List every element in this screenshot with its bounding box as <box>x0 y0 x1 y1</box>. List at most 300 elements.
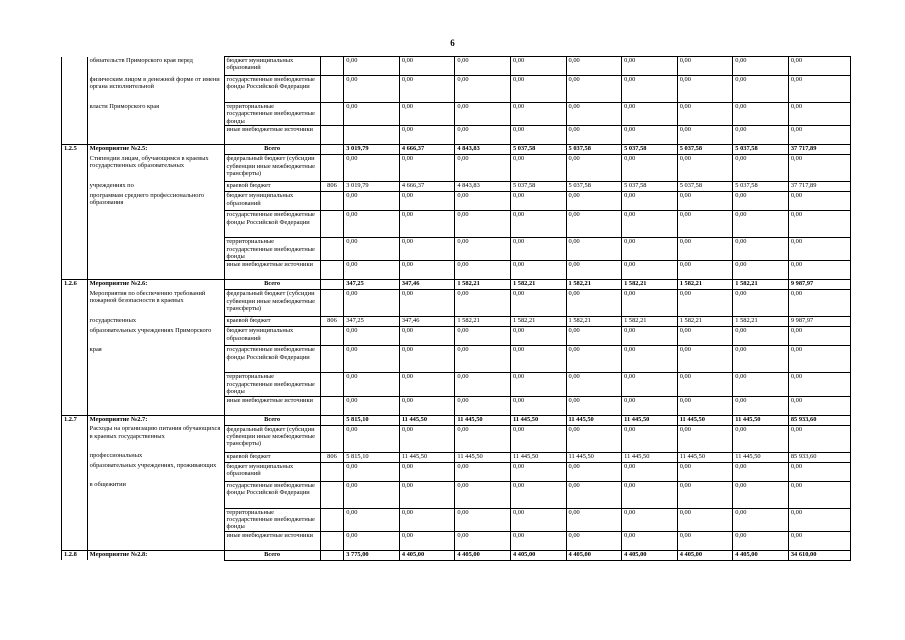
year-value: 0,00 <box>677 76 733 103</box>
measure-description: власти Приморского края <box>87 103 224 126</box>
budget-code: 806 <box>320 452 344 462</box>
funding-source-row <box>62 155 851 182</box>
measure-index <box>62 57 88 76</box>
total-value: 0,00 <box>788 508 850 531</box>
year-value: 0,00 <box>677 346 733 373</box>
measure-description: учреждениях по <box>87 182 224 192</box>
budget-code <box>320 481 344 508</box>
budget-code <box>320 57 344 76</box>
budget-code <box>320 508 344 531</box>
measure-index <box>62 481 88 508</box>
year-value: 0,00 <box>677 327 733 346</box>
year-value: 11 445,50 <box>733 452 789 462</box>
year-value: 11 445,50 <box>622 452 678 462</box>
measure-total-row <box>62 415 851 425</box>
year-value: 0,00 <box>510 462 566 481</box>
measure-index <box>62 192 88 211</box>
year-value: 0,00 <box>733 531 789 550</box>
year-value: 0,00 <box>455 103 511 126</box>
budget-code <box>320 346 344 373</box>
year-value: 0,00 <box>677 126 733 145</box>
year-value: 0,00 <box>399 57 455 76</box>
year-value: 0,00 <box>455 57 511 76</box>
year-value: 0,00 <box>455 462 511 481</box>
year-value: 0,00 <box>399 126 455 145</box>
total-value: 9 987,97 <box>788 317 850 327</box>
year-value: 0,00 <box>344 508 400 531</box>
year-value: 5 815,10 <box>344 452 400 462</box>
year-value: 0,00 <box>510 481 566 508</box>
year-value: 0,00 <box>677 57 733 76</box>
funding-source: государственные внебюджетные фонды Российской Федерации <box>224 211 320 238</box>
year-value: 3 019,79 <box>344 145 400 155</box>
year-value: 0,00 <box>733 396 789 415</box>
year-value: 0,00 <box>399 481 455 508</box>
year-value: 0,00 <box>677 462 733 481</box>
measure-index: 1.2.6 <box>62 280 88 290</box>
year-value: 0,00 <box>733 373 789 396</box>
total-value: 0,00 <box>788 327 850 346</box>
measure-index <box>62 238 88 261</box>
year-value: 4 405,00 <box>455 550 511 560</box>
year-value: 0,00 <box>566 126 622 145</box>
budget-code <box>320 415 344 425</box>
total-value: 0,00 <box>788 462 850 481</box>
year-value: 3 019,79 <box>344 182 400 192</box>
year-value: 11 445,50 <box>399 415 455 425</box>
year-value: 4 666,37 <box>399 182 455 192</box>
year-value: 0,00 <box>510 126 566 145</box>
funding-source-row <box>62 290 851 317</box>
year-value: 0,00 <box>455 508 511 531</box>
year-value: 4 843,83 <box>455 182 511 192</box>
year-value: 0,00 <box>622 103 678 126</box>
year-value: 1 582,21 <box>566 280 622 290</box>
year-value: 0,00 <box>566 396 622 415</box>
year-value: 0,00 <box>344 211 400 238</box>
measure-description: Мероприятие №2.5: <box>87 145 224 155</box>
measure-index <box>62 103 88 126</box>
year-value: 11 445,50 <box>622 415 678 425</box>
measure-index: 1.2.8 <box>62 550 88 560</box>
measure-description: профессиональных <box>87 452 224 462</box>
year-value: 0,00 <box>510 211 566 238</box>
year-value: 4 405,00 <box>733 550 789 560</box>
year-value: 0,00 <box>622 425 678 452</box>
year-value: 11 445,50 <box>566 415 622 425</box>
year-value: 4 405,00 <box>510 550 566 560</box>
year-value: 0,00 <box>455 346 511 373</box>
year-value: 0,00 <box>510 57 566 76</box>
year-value: 0,00 <box>510 396 566 415</box>
funding-source: государственные внебюджетные фонды Российской Федерации <box>224 346 320 373</box>
year-value: 5 037,58 <box>622 145 678 155</box>
year-value: 0,00 <box>344 261 400 280</box>
measure-index <box>62 346 88 373</box>
total-value: 0,00 <box>788 155 850 182</box>
total-value: 0,00 <box>788 76 850 103</box>
budget-code <box>320 76 344 103</box>
measure-description: образовательных учреждениях Приморского <box>87 327 224 346</box>
year-value: 0,00 <box>677 373 733 396</box>
year-value: 0,00 <box>677 508 733 531</box>
measure-index: 1.2.5 <box>62 145 88 155</box>
year-value: 0,00 <box>399 192 455 211</box>
year-value: 0,00 <box>566 76 622 103</box>
measure-description: Мероприятие №2.6: <box>87 280 224 290</box>
funding-source-row <box>62 327 851 346</box>
year-value: 4 405,00 <box>399 550 455 560</box>
year-value: 1 582,21 <box>677 317 733 327</box>
year-value: 0,00 <box>622 192 678 211</box>
budget-code <box>320 155 344 182</box>
year-value: 0,00 <box>399 211 455 238</box>
year-value: 0,00 <box>677 425 733 452</box>
total-value: 0,00 <box>788 57 850 76</box>
measure-description <box>87 531 224 550</box>
measure-index <box>62 211 88 238</box>
year-value: 1 582,21 <box>566 317 622 327</box>
year-value: 0,00 <box>733 261 789 280</box>
funding-source-row <box>62 238 851 261</box>
funding-source: иные внебюджетные источники <box>224 261 320 280</box>
funding-source: бюджет муниципальных образований <box>224 462 320 481</box>
year-value: 0,00 <box>344 57 400 76</box>
measure-description <box>87 508 224 531</box>
year-value: 0,00 <box>622 261 678 280</box>
year-value: 0,00 <box>344 462 400 481</box>
year-value: 0,00 <box>566 327 622 346</box>
year-value: 0,00 <box>344 373 400 396</box>
funding-source-row <box>62 508 851 531</box>
year-value: 0,00 <box>677 396 733 415</box>
funding-source: федеральный бюджет (субсидии субвенции иные межбюджетные трансферты) <box>224 290 320 317</box>
total-value: 0,00 <box>788 346 850 373</box>
year-value: 0,00 <box>344 290 400 317</box>
measure-description: государственных <box>87 317 224 327</box>
total-value: 85 933,60 <box>788 452 850 462</box>
year-value: 0,00 <box>566 238 622 261</box>
funding-source: Всего <box>224 280 320 290</box>
year-value: 1 582,21 <box>510 280 566 290</box>
budget-code <box>320 280 344 290</box>
year-value: 0,00 <box>344 238 400 261</box>
year-value: 0,00 <box>399 396 455 415</box>
year-value: 0,00 <box>566 346 622 373</box>
year-value: 0,00 <box>733 103 789 126</box>
measure-description: Мероприятие №2.8: <box>87 550 224 560</box>
measure-index <box>62 126 88 145</box>
year-value: 1 582,21 <box>733 317 789 327</box>
year-value: 0,00 <box>455 211 511 238</box>
year-value: 0,00 <box>677 261 733 280</box>
year-value: 1 582,21 <box>677 280 733 290</box>
total-value: 0,00 <box>788 238 850 261</box>
total-value: 34 610,00 <box>788 550 850 560</box>
year-value: 0,00 <box>510 76 566 103</box>
measure-description <box>87 126 224 145</box>
year-value: 5 037,58 <box>510 145 566 155</box>
budget-code <box>320 327 344 346</box>
funding-source: федеральный бюджет (субсидии субвенции иные межбюджетные трансферты) <box>224 425 320 452</box>
funding-source: Всего <box>224 550 320 560</box>
year-value: 0,00 <box>677 481 733 508</box>
measure-description: в общежитии <box>87 481 224 508</box>
year-value: 0,00 <box>622 531 678 550</box>
year-value: 0,00 <box>733 155 789 182</box>
year-value: 0,00 <box>399 462 455 481</box>
year-value: 0,00 <box>733 192 789 211</box>
year-value: 0,00 <box>510 373 566 396</box>
year-value: 0,00 <box>622 290 678 317</box>
year-value: 0,00 <box>622 327 678 346</box>
year-value: 0,00 <box>455 76 511 103</box>
year-value: 0,00 <box>677 531 733 550</box>
measure-description: физическим лицом в денежной форме от имени органа исполнительной <box>87 76 224 103</box>
measure-index: 1.2.7 <box>62 415 88 425</box>
year-value: 11 445,50 <box>677 415 733 425</box>
funding-source: краевой бюджет <box>224 452 320 462</box>
funding-source-row <box>62 531 851 550</box>
year-value: 0,00 <box>399 290 455 317</box>
year-value: 3 775,00 <box>344 550 400 560</box>
year-value: 5 815,10 <box>344 415 400 425</box>
year-value: 0,00 <box>566 261 622 280</box>
funding-source: территориальные государственные внебюджетные фонды <box>224 373 320 396</box>
year-value: 0,00 <box>677 238 733 261</box>
year-value: 4 843,83 <box>455 145 511 155</box>
funding-source-row <box>62 452 851 462</box>
year-value: 0,00 <box>455 481 511 508</box>
total-value: 85 933,60 <box>788 415 850 425</box>
budget-code <box>320 145 344 155</box>
year-value: 0,00 <box>455 126 511 145</box>
year-value: 0,00 <box>510 155 566 182</box>
year-value: 0,00 <box>344 425 400 452</box>
budget-code <box>320 290 344 317</box>
year-value: 0,00 <box>733 462 789 481</box>
budget-code <box>320 103 344 126</box>
year-value: 0,00 <box>510 425 566 452</box>
funding-source-row <box>62 103 851 126</box>
year-value: 0,00 <box>344 103 400 126</box>
year-value: 0,00 <box>344 481 400 508</box>
measure-description: обязательств Приморского края перед <box>87 57 224 76</box>
funding-source-row <box>62 126 851 145</box>
funding-source: бюджет муниципальных образований <box>224 192 320 211</box>
funding-source: иные внебюджетные источники <box>224 396 320 415</box>
budget-code <box>320 550 344 560</box>
funding-source-row <box>62 211 851 238</box>
total-value: 0,00 <box>788 211 850 238</box>
funding-source-row <box>62 481 851 508</box>
year-value: 0,00 <box>733 290 789 317</box>
funding-source-row <box>62 396 851 415</box>
year-value <box>344 126 400 145</box>
year-value: 0,00 <box>677 155 733 182</box>
year-value: 0,00 <box>733 126 789 145</box>
funding-source: Всего <box>224 145 320 155</box>
year-value: 0,00 <box>622 396 678 415</box>
total-value: 0,00 <box>788 103 850 126</box>
year-value: 0,00 <box>344 327 400 346</box>
year-value: 11 445,50 <box>733 415 789 425</box>
year-value: 0,00 <box>566 155 622 182</box>
year-value: 0,00 <box>566 531 622 550</box>
year-value: 11 445,50 <box>510 452 566 462</box>
year-value: 0,00 <box>677 192 733 211</box>
year-value: 0,00 <box>344 396 400 415</box>
year-value: 0,00 <box>622 373 678 396</box>
year-value: 0,00 <box>399 327 455 346</box>
year-value: 11 445,50 <box>455 415 511 425</box>
year-value: 11 445,50 <box>510 415 566 425</box>
year-value: 0,00 <box>455 396 511 415</box>
year-value: 0,00 <box>566 57 622 76</box>
year-value: 347,25 <box>344 280 400 290</box>
year-value: 0,00 <box>399 261 455 280</box>
funding-source: государственные внебюджетные фонды Российской Федерации <box>224 481 320 508</box>
budget-code <box>320 192 344 211</box>
funding-source-row <box>62 182 851 192</box>
year-value: 11 445,50 <box>677 452 733 462</box>
year-value: 4 405,00 <box>566 550 622 560</box>
funding-source-row <box>62 76 851 103</box>
year-value: 0,00 <box>455 155 511 182</box>
year-value: 0,00 <box>344 155 400 182</box>
year-value: 0,00 <box>622 76 678 103</box>
total-value: 0,00 <box>788 290 850 317</box>
measure-index <box>62 373 88 396</box>
year-value: 0,00 <box>566 103 622 126</box>
year-value: 0,00 <box>733 238 789 261</box>
page-number: 6 <box>450 38 455 48</box>
year-value: 4 405,00 <box>622 550 678 560</box>
measure-index <box>62 508 88 531</box>
year-value: 0,00 <box>455 192 511 211</box>
measure-description: программам среднего профессионального образования <box>87 192 224 211</box>
funding-source: иные внебюджетные источники <box>224 531 320 550</box>
total-value: 37 717,89 <box>788 145 850 155</box>
year-value: 347,46 <box>399 317 455 327</box>
funding-source: территориальные государственные внебюджетные фонды <box>224 508 320 531</box>
funding-source: территориальные государственные внебюджетные фонды <box>224 103 320 126</box>
measure-description <box>87 261 224 280</box>
measure-index <box>62 531 88 550</box>
year-value: 0,00 <box>455 261 511 280</box>
year-value: 11 445,50 <box>399 452 455 462</box>
year-value: 0,00 <box>399 373 455 396</box>
year-value: 0,00 <box>733 76 789 103</box>
year-value: 0,00 <box>510 346 566 373</box>
measure-total-row <box>62 550 851 560</box>
year-value: 0,00 <box>510 508 566 531</box>
year-value: 0,00 <box>677 290 733 317</box>
year-value: 0,00 <box>399 346 455 373</box>
year-value: 0,00 <box>622 238 678 261</box>
measure-description: Мероприятия по обеспечению требований пожарной безопасности в краевых <box>87 290 224 317</box>
funding-source: федеральный бюджет (субсидии субвенции иные межбюджетные трансферты) <box>224 155 320 182</box>
measure-total-row <box>62 280 851 290</box>
budget-code <box>320 373 344 396</box>
year-value: 0,00 <box>399 425 455 452</box>
year-value: 0,00 <box>566 508 622 531</box>
measure-description <box>87 373 224 396</box>
measure-description <box>87 396 224 415</box>
year-value: 0,00 <box>622 57 678 76</box>
year-value: 0,00 <box>399 508 455 531</box>
total-value: 0,00 <box>788 126 850 145</box>
year-value: 0,00 <box>622 211 678 238</box>
total-value: 0,00 <box>788 396 850 415</box>
measure-index <box>62 261 88 280</box>
funding-source-row <box>62 192 851 211</box>
year-value: 0,00 <box>455 531 511 550</box>
year-value: 0,00 <box>622 126 678 145</box>
funding-source: краевой бюджет <box>224 317 320 327</box>
year-value: 0,00 <box>733 327 789 346</box>
year-value: 0,00 <box>622 462 678 481</box>
total-value: 37 717,89 <box>788 182 850 192</box>
year-value: 0,00 <box>566 373 622 396</box>
measure-index <box>62 425 88 452</box>
year-value: 1 582,21 <box>510 317 566 327</box>
year-value: 1 582,21 <box>733 280 789 290</box>
budget-code <box>320 396 344 415</box>
year-value: 0,00 <box>733 481 789 508</box>
year-value: 1 582,21 <box>455 280 511 290</box>
budget-table <box>61 56 851 561</box>
measure-index <box>62 76 88 103</box>
year-value: 0,00 <box>566 462 622 481</box>
year-value: 347,25 <box>344 317 400 327</box>
measure-index <box>62 182 88 192</box>
year-value: 11 445,50 <box>455 452 511 462</box>
year-value: 5 037,58 <box>677 182 733 192</box>
measure-description: образовательных учреждениях, проживающих <box>87 462 224 481</box>
year-value: 0,00 <box>677 103 733 126</box>
year-value: 0,00 <box>455 238 511 261</box>
measure-description: края <box>87 346 224 373</box>
year-value: 0,00 <box>566 481 622 508</box>
year-value: 5 037,58 <box>677 145 733 155</box>
year-value: 0,00 <box>677 211 733 238</box>
funding-source: бюджет муниципальных образований <box>224 57 320 76</box>
year-value: 1 582,21 <box>622 317 678 327</box>
funding-source: бюджет муниципальных образований <box>224 327 320 346</box>
year-value: 0,00 <box>455 373 511 396</box>
year-value: 0,00 <box>510 327 566 346</box>
budget-code <box>320 261 344 280</box>
total-value: 0,00 <box>788 192 850 211</box>
year-value: 0,00 <box>733 211 789 238</box>
funding-source-row <box>62 261 851 280</box>
year-value: 0,00 <box>510 192 566 211</box>
year-value: 5 037,58 <box>622 182 678 192</box>
measure-description <box>87 211 224 238</box>
funding-source: Всего <box>224 415 320 425</box>
year-value: 5 037,58 <box>510 182 566 192</box>
year-value: 0,00 <box>510 290 566 317</box>
year-value: 0,00 <box>344 76 400 103</box>
funding-source: иные внебюджетные источники <box>224 126 320 145</box>
budget-code <box>320 462 344 481</box>
total-value: 0,00 <box>788 373 850 396</box>
measure-description: Расходы на организацию питания обучающихся в краевых государственных <box>87 425 224 452</box>
year-value: 1 582,21 <box>622 280 678 290</box>
budget-code: 806 <box>320 182 344 192</box>
total-value: 0,00 <box>788 531 850 550</box>
